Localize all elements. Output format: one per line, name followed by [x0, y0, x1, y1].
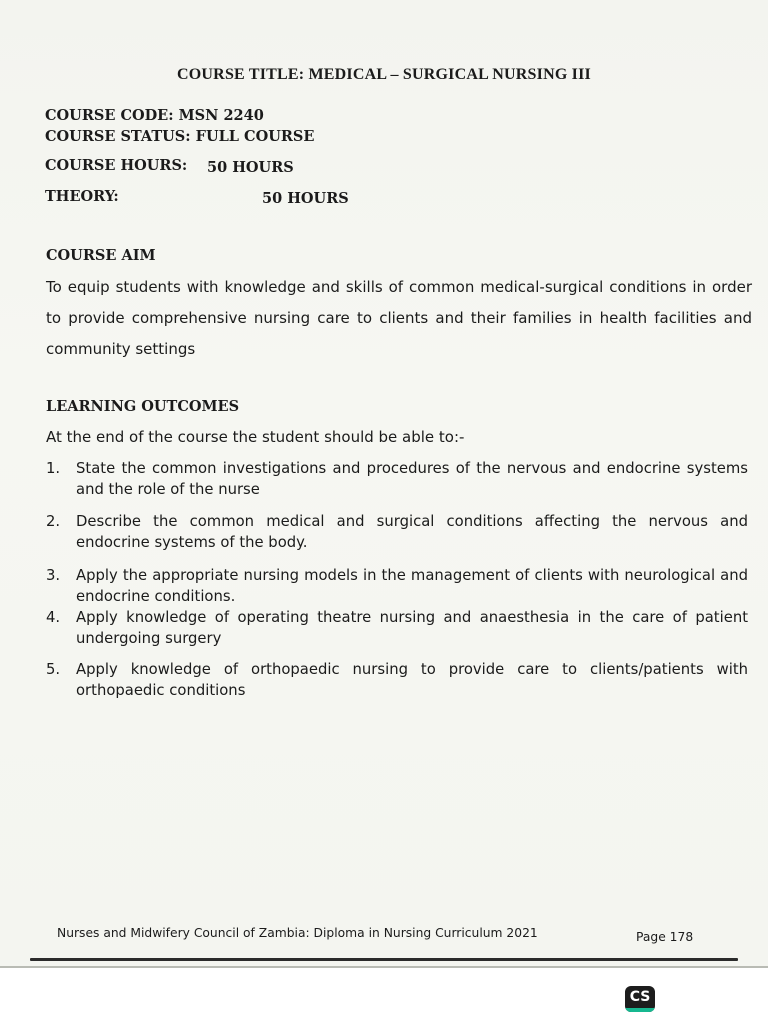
course-hours-value: 50 HOURS: [207, 159, 294, 176]
theory-label: THEORY:: [45, 188, 119, 205]
course-status: COURSE STATUS: FULL COURSE: [45, 128, 315, 145]
course-aim-text: To equip students with knowledge and skills of common medical-surgical conditions in order to provide comprehensive nursing care to clients and their families in health facilities and community settings: [46, 278, 752, 358]
list-item: [46, 607, 748, 649]
list-item-number: 5.: [46, 661, 61, 678]
list-item: [46, 659, 748, 701]
learning-outcomes-intro: At the end of the course the student should be able to:-: [46, 428, 465, 446]
list-item-number: 3.: [46, 567, 61, 584]
footer-rule: [30, 958, 738, 961]
list-item-number: 1.: [46, 460, 61, 477]
list-item-text: Apply knowledge of orthopaedic nursing to provide care to clients/patients with orthopaedic conditions: [76, 661, 748, 699]
page-edge: [0, 966, 768, 968]
theory-value: 50 HOURS: [262, 190, 349, 207]
list-item: [46, 511, 748, 553]
list-item-text: Apply knowledge of operating theatre nursing and anaesthesia in the care of patient undergoing surgery: [76, 609, 748, 647]
course-aim-heading: COURSE AIM: [46, 247, 156, 264]
course-code: COURSE CODE: MSN 2240: [45, 107, 264, 124]
list-item-number: 4.: [46, 609, 61, 626]
list-item: [46, 565, 748, 607]
list-item-number: 2.: [46, 513, 61, 530]
footer-text: Nurses and Midwifery Council of Zambia: Diploma in Nursing Curriculum 2021: [57, 926, 538, 940]
camscanner-logo-icon: CS: [625, 986, 655, 1012]
course-title: COURSE TITLE: MEDICAL – SURGICAL NURSING III: [177, 66, 591, 83]
list-item-text: Describe the common medical and surgical conditions affecting the nervous and endocrine systems of the body.: [76, 513, 748, 551]
list-item: [46, 458, 748, 500]
page-number: Page 178: [636, 930, 694, 944]
list-item-text: Apply the appropriate nursing models in the management of clients with neurological and endocrine conditions.: [76, 567, 748, 605]
list-item-text: State the common investigations and procedures of the nervous and endocrine systems and the role of the nurse: [76, 460, 748, 498]
learning-outcomes-heading: LEARNING OUTCOMES: [46, 398, 240, 415]
course-hours-label: COURSE HOURS:: [45, 157, 188, 174]
